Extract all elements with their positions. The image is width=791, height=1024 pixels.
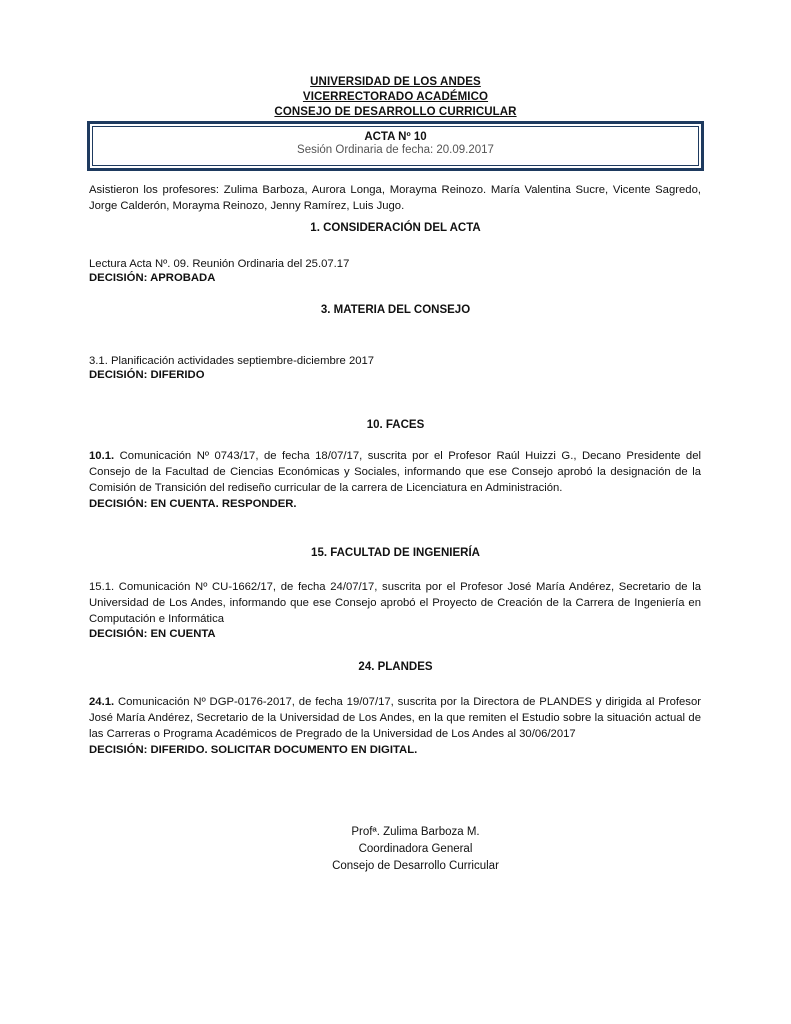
acta-frame — [87, 121, 704, 171]
section-heading: 24. PLANDES — [358, 661, 433, 673]
attendance-text: Asistieron los profesores: Zulima Barboza, Aurora Longa, Morayma Reinozo. María Valentina Sucre, Vicente Sagredo, Jorge Calderón, Morayma Reinozo, Jenny Ramírez, Luis Jugo. — [89, 184, 701, 212]
section-heading: 1. CONSIDERACIÓN DEL ACTA — [310, 222, 481, 234]
item-number: 10.1. — [89, 450, 115, 462]
section-text: Lectura Acta Nº. 09. Reunión Ordinaria del 25.07.17 — [89, 258, 350, 270]
section-decision: DECISIÓN: APROBADA — [89, 272, 216, 284]
section-decision: DECISIÓN: EN CUENTA — [89, 628, 216, 640]
section-decision: DECISIÓN: EN CUENTA. RESPONDER. — [89, 498, 297, 510]
section-heading: 15. FACULTAD DE INGENIERÍA — [311, 547, 480, 559]
signer-organization: Consejo de Desarrollo Curricular — [332, 860, 499, 872]
vicerrectorado-name: VICERRECTORADO ACADÉMICO — [302, 91, 489, 103]
signer-role: Coordinadora General — [358, 843, 473, 855]
section-heading: 3. MATERIA DEL CONSEJO — [320, 304, 471, 316]
section-paragraph — [89, 448, 701, 496]
acta-inner-frame — [92, 126, 699, 166]
council-name: CONSEJO DE DESARROLLO CURRICULAR — [274, 106, 517, 118]
signer-name: Profª. Zulima Barboza M. — [351, 826, 480, 838]
section-text: Comunicación Nº 0743/17, de fecha 18/07/17, suscrita por el Profesor Raúl Huizzi G., Decano Presidente del Consejo de la Facultad de Ciencias Económicas y Sociales, informando que ese Consejo aprobó la designación de la Comisión de Transición del rediseño curricular de la carrera de Licenciatura en Administración. — [89, 450, 701, 494]
item-number: 24.1. — [89, 696, 115, 708]
section-text: 15.1. Comunicación Nº CU-1662/17, de fecha 24/07/17, suscrita por el Profesor José María Andérez, Secretario de la Universidad de Los Andes, informando que ese Consejo aprobó el Proyecto de Creación de la Carrera de Ingeniería en Computación e Informática — [89, 581, 701, 625]
university-name: UNIVERSIDAD DE LOS ANDES — [310, 76, 481, 88]
acta-subtitle: Sesión Ordinaria de fecha: 20.09.2017 — [297, 144, 494, 156]
section-text: 3.1. Planificación actividades septiembre-diciembre 2017 — [89, 355, 375, 367]
section-decision: DECISIÓN: DIFERIDO. SOLICITAR DOCUMENTO EN DIGITAL. — [89, 744, 418, 756]
section-text: Comunicación Nº DGP-0176-2017, de fecha 19/07/17, suscrita por la Directora de PLANDES y dirigida al Profesor José María Andérez, Secretario de la Universidad de Los Andes, en la que remiten el Estudio sobre la situación actual de las Carreras o Programa Académicos de Pregrado de la Universidad de Los Andes al 30/06/2017 — [89, 696, 701, 740]
section-heading: 10. FACES — [366, 419, 425, 431]
section-paragraph — [89, 694, 701, 742]
acta-title: ACTA Nº 10 — [364, 131, 427, 143]
section-decision: DECISIÓN: DIFERIDO — [89, 369, 205, 381]
